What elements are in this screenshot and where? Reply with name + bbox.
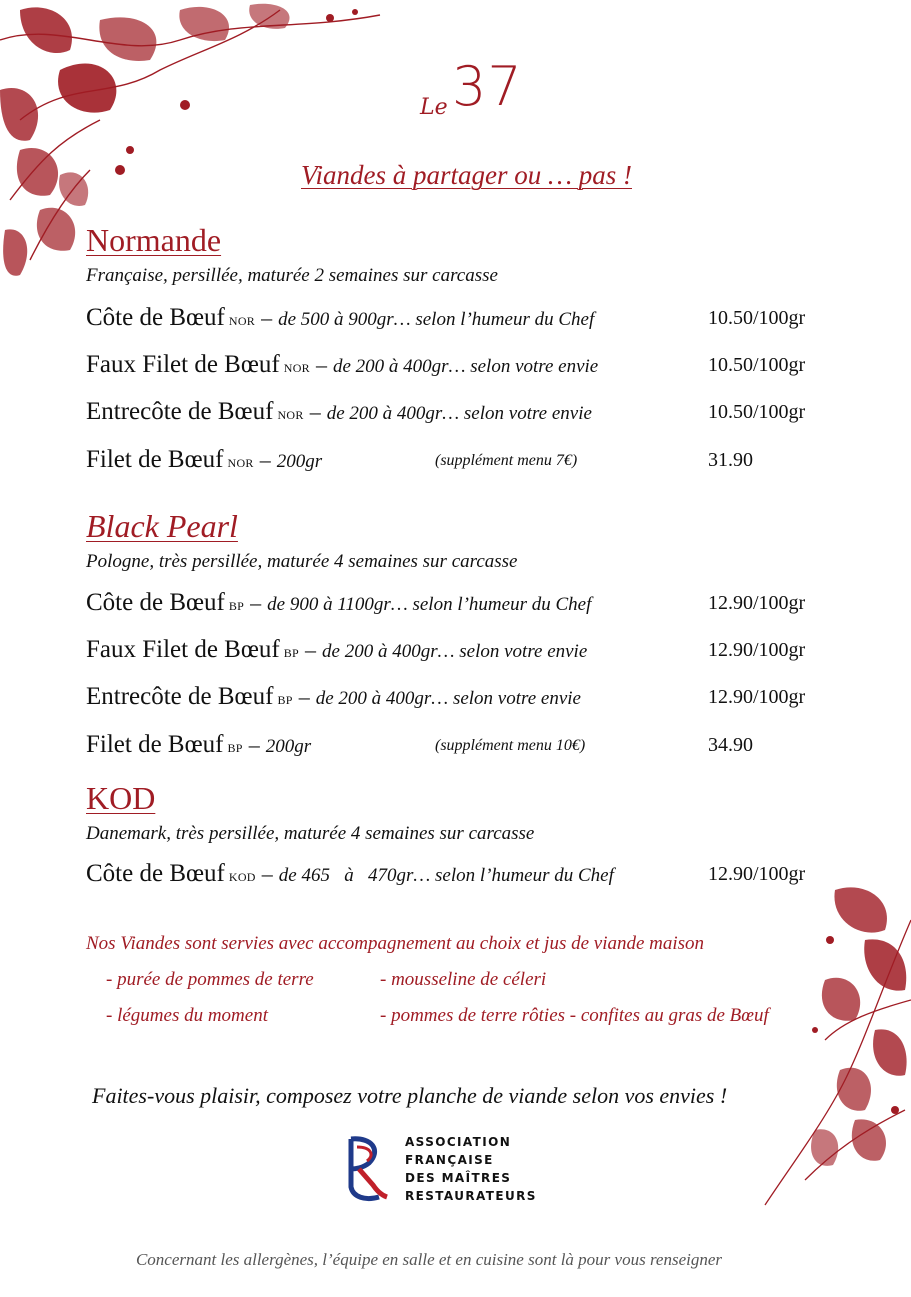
item-name: Faux Filet de Bœuf — [86, 636, 280, 663]
item-code: BP — [228, 599, 245, 613]
allergen-footer: Concernant les allergènes, l’équipe en salle et en cuisine sont là pour vous renseigner — [135, 1250, 723, 1269]
section-subtitle-kod: Danemark, très persillée, maturée 4 semaines sur carcasse — [86, 823, 535, 844]
item-name: Filet de Bœuf — [86, 731, 224, 758]
item-desc: de 500 à 900gr… selon l’humeur du Chef — [278, 309, 595, 330]
menu-item: Entrecôte de Bœuf NOR – de 200 à 400gr… selon votre envie 10.50/100gr — [86, 398, 806, 425]
item-desc: de 465 à 470gr… selon l’humeur du Chef — [278, 865, 614, 886]
item-price: 10.50/100gr — [708, 354, 806, 376]
menu-item: Faux Filet de Bœuf BP – de 200 à 400gr… selon votre envie 12.90/100gr — [86, 636, 806, 663]
section-subtitle-black-pearl: Pologne, très persillée, maturée 4 semaines sur carcasse — [86, 551, 518, 572]
menu-item: Côte de Bœuf BP – de 900 à 1100gr… selon l’humeur du Chef 12.90/100gr — [86, 589, 806, 616]
floral-decoration-bottom-right — [755, 880, 911, 1210]
accompaniment-option: - pommes de terre rôties - confites au gras de Bœuf — [380, 1005, 769, 1026]
item-desc: 200gr — [265, 736, 312, 757]
item-code: NOR — [277, 408, 304, 422]
item-price: 12.90/100gr — [708, 639, 806, 661]
item-code: NOR — [283, 361, 310, 375]
item-price: 31.90 — [708, 449, 753, 471]
logo-le: Le — [420, 95, 448, 120]
section-title-normande: Normande — [86, 222, 222, 258]
association-name — [405, 1133, 537, 1205]
accompaniment-option: - purée de pommes de terre — [106, 969, 314, 990]
item-note: (supplément menu 7€) — [435, 452, 578, 469]
item-desc: de 200 à 400gr… selon votre envie — [326, 403, 592, 424]
item-price: 12.90/100gr — [708, 686, 806, 708]
item-note: (supplément menu 10€) — [435, 737, 586, 754]
item-price: 10.50/100gr — [708, 307, 806, 329]
section-title-kod: KOD — [86, 780, 156, 816]
menu-item: Filet de Bœuf NOR – 200gr (supplément menu 7€) 31.90 — [86, 446, 753, 473]
section-title-black-pearl: Black Pearl — [86, 508, 238, 544]
item-price: 34.90 — [708, 734, 753, 756]
section-subtitle-normande: Française, persillée, maturée 2 semaines sur carcasse — [86, 265, 498, 286]
page-title: Viandes à partager ou … pas ! — [301, 160, 632, 190]
menu-item: Côte de Bœuf NOR – de 500 à 900gr… selon l’humeur du Chef 10.50/100gr — [86, 304, 806, 331]
item-desc: de 200 à 400gr… selon votre envie — [333, 356, 599, 377]
item-desc: de 200 à 400gr… selon votre envie — [315, 688, 581, 709]
item-code: NOR — [228, 314, 256, 328]
item-code: BP — [277, 693, 293, 707]
item-name: Entrecôte de Bœuf — [86, 398, 274, 425]
item-code: NOR — [227, 456, 254, 470]
item-price: 10.50/100gr — [708, 401, 806, 423]
item-desc: de 200 à 400gr… selon votre envie — [322, 641, 588, 662]
association-line: DES MAÎTRES — [405, 1171, 512, 1185]
item-name: Côte de Bœuf — [86, 304, 225, 331]
maitres-restaurateurs-logo-icon — [345, 1135, 389, 1203]
item-desc: 200gr — [276, 451, 323, 472]
item-name: Filet de Bœuf — [86, 446, 224, 473]
association-line: FRANÇAISE — [405, 1153, 494, 1167]
item-code: BP — [227, 741, 243, 755]
menu-item: Entrecôte de Bœuf BP – de 200 à 400gr… selon votre envie 12.90/100gr — [86, 683, 806, 710]
menu-item: Côte de Bœuf KOD – de 465 à 470gr… selon l’humeur du Chef 12.90/100gr — [86, 860, 806, 887]
item-name: Côte de Bœuf — [86, 589, 225, 616]
item-name: Faux Filet de Bœuf — [86, 351, 280, 378]
association-line: ASSOCIATION — [405, 1135, 512, 1149]
item-desc: de 900 à 1100gr… selon l’humeur du Chef — [267, 594, 592, 615]
accompaniment-option: - mousseline de céleri — [380, 969, 547, 990]
item-name: Côte de Bœuf — [86, 860, 225, 887]
menu-item: Filet de Bœuf BP – 200gr (supplément menu 10€) 34.90 — [86, 731, 753, 758]
item-name: Entrecôte de Bœuf — [86, 683, 274, 710]
association-line: RESTAURATEURS — [405, 1189, 537, 1203]
item-price: 12.90/100gr — [708, 863, 806, 885]
tagline: Faites-vous plaisir, composez votre planche de viande selon vos envies ! — [92, 1083, 728, 1108]
logo-number: 37 — [452, 55, 523, 118]
accompaniment-option: - légumes du moment — [106, 1005, 268, 1026]
item-code: BP — [283, 646, 300, 660]
item-price: 12.90/100gr — [708, 592, 806, 614]
accompaniment-intro: Nos Viandes sont servies avec accompagnement au choix et jus de viande maison — [86, 933, 705, 954]
menu-item: Faux Filet de Bœuf NOR – de 200 à 400gr… selon votre envie 10.50/100gr — [86, 351, 806, 378]
item-code: KOD — [228, 870, 256, 884]
